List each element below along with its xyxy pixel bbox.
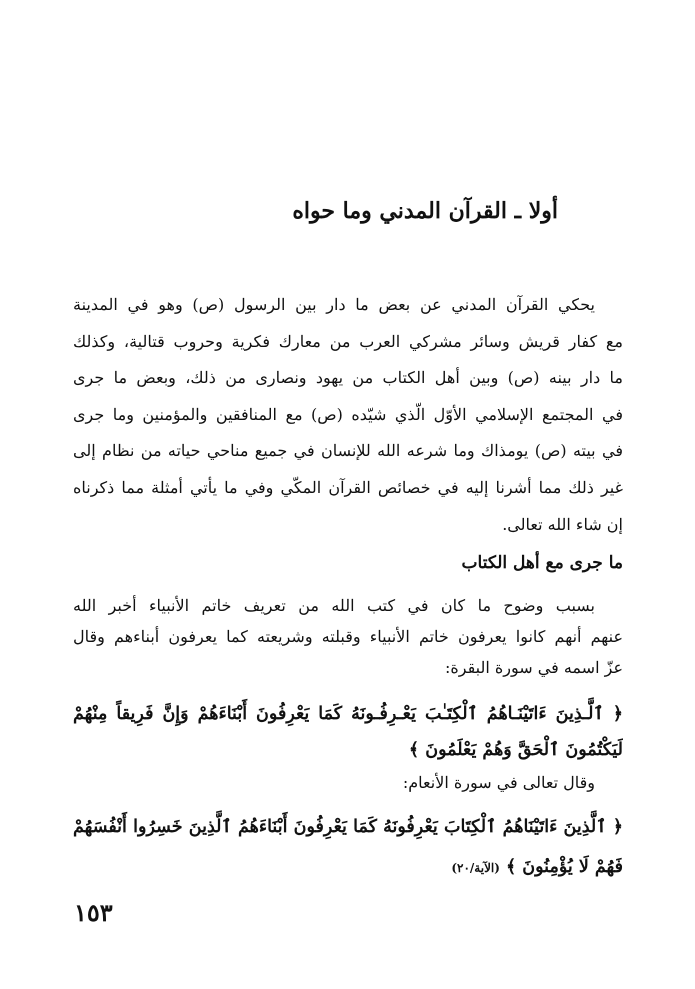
anam-intro-line: وقال تعالى في سورة الأنعام: — [402, 773, 595, 792]
intro-line: غير ذلك مما أشرنا إليه في خصائص القرآن المكّي وفي ما يأتي أمثلة مما ذكرناه — [73, 477, 623, 497]
verse-line: ﴿ ٱلَّـذِينَ ءَاتَيْنَـاهُمُ ٱلْكِتَـٰبَ يَعْـرِفُـونَهُ كَمَا يَعْرِفُونَ أَبْنَاءَهُمْ وَإِنَّ فَرِيقاً مِنْهُمْ — [73, 704, 623, 724]
intro-line: في المجتمع الإسلامي الأوّل الّذي شيّده (ص) مع المنافقين والمؤمنين وما جرى — [73, 404, 623, 424]
paragraph-line: عنهم أنهم كانوا يعرفون خاتم الأنبياء وقبلته وشريعته كما يعرفون أبناءهم وقال — [73, 627, 623, 646]
section-paragraph — [73, 590, 623, 683]
verse-line: لَيَكْتُمُونَ ٱلْحَقَّ وَهُمْ يَعْلَمُونَ ﴾ — [408, 740, 623, 760]
intro-line: إن شاء الله تعالى. — [502, 514, 623, 534]
intro-paragraph — [73, 287, 623, 543]
paragraph-line: عزّ اسمه في سورة البقرة: — [444, 658, 623, 677]
verse-line-text: فَهُمْ لَا يُؤْمِنُونَ ﴾ — [505, 857, 623, 877]
quran-verse-baqara — [73, 696, 623, 768]
paragraph-line: بسبب وضوح ما كان في كتب الله من تعريف خاتم الأنبياء أخبر الله — [73, 596, 595, 615]
verse-line-final — [73, 847, 623, 887]
intro-line: ما دار بينه (ص) وبين أهل الكتاب من يهود ونصارى من ذلك، وبعض ما جرى — [73, 368, 623, 388]
intro-line: مع كفار قريش وسائر مشركي العرب من معارك فكرية وحروب قتالية، وكذلك — [73, 331, 623, 351]
page-number: ١٥٣ — [74, 898, 113, 927]
intro-line: يحكي القرآن المدني عن بعض ما دار بين الرسول (ص) وهو في المدينة — [73, 295, 595, 314]
intro-line: في بيته (ص) يومذاك وما شرعه الله للإنسان في جميع مناحي حياته من نظام إلى — [73, 441, 623, 461]
verse-line: ﴿ ٱلَّذِينَ ءَاتَيْنَاهُمُ ٱلْكِتَابَ يَعْرِفُونَهُ كَمَا يَعْرِفُونَ أَبْنَاءَهُمُ ٱلَّذِينَ خَسِرُوا أَنْفُسَهُمْ — [73, 817, 623, 837]
verse-reference: (الآية/٢٠) — [451, 861, 500, 875]
section-subheading: ما جرى مع أهل الكتاب — [461, 553, 623, 573]
chapter-title: أولا ـ القرآن المدني وما حواه — [292, 198, 558, 224]
quran-verse-anam — [73, 807, 623, 887]
